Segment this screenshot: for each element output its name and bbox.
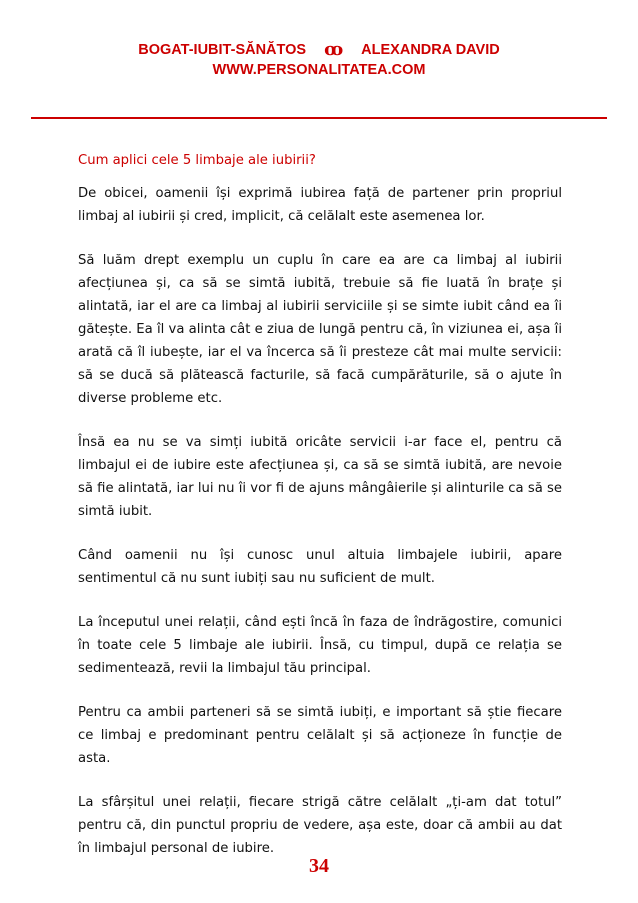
header-website[interactable]: WWW.PERSONALITATEA.COM: [212, 62, 426, 78]
ornament-icon: ꝏ: [324, 39, 344, 60]
header-left-text: BOGAT-IUBIT-SĂNĂTOS: [138, 42, 307, 58]
page-number: 34: [309, 855, 329, 877]
paragraph: Însă ea nu se va simți iubită oricâte servicii i-ar face el, pentru că limbajul ei de iubire este afecțiunea și, ca să se simtă iubită, are nevoie să fie alintată, iar lui nu îi vor fi de ajuns mângâierile și alinturile ca să se simtă iubit.: [78, 435, 562, 519]
header-divider: [31, 117, 607, 119]
paragraph: La sfârșitul unei relații, fiecare strigă către celălalt „ți-am dat totul” pentru că, din punctul propriu de vedere, așa este, doar că ambii au dat în limbajul personal de iubire.: [78, 795, 562, 856]
header-author: ALEXANDRA DAVID: [361, 42, 500, 58]
paragraph: La începutul unei relații, când ești încă în faza de îndrăgostire, comunici în toate cele 5 limbaje ale iubirii. Însă, cu timpul, după ce relația se sedimentează, revii la limbajul tău principal.: [78, 615, 562, 676]
section-heading: Cum aplici cele 5 limbaje ale iubirii?: [78, 153, 316, 168]
page-header: [0, 40, 638, 80]
paragraph: De obicei, oamenii își exprimă iubirea față de partener prin propriul limbaj al iubirii și cred, implicit, că celălalt este asemenea lor.: [78, 186, 562, 224]
paragraph: Când oamenii nu își cunosc unul altuia limbajele iubirii, apare sentimentul că nu sunt iubiți sau nu suficient de mult.: [78, 548, 562, 586]
header-title-line: [0, 40, 638, 60]
page-content: [78, 149, 562, 881]
paragraph: Să luăm drept exemplu un cuplu în care ea are ca limbaj al iubirii afecțiunea și, ca să se simtă iubită, trebuie să fie luată în brațe și alintată, iar el are ca limbaj al iubirii serviciile și se simte iubit când ea îi gătește. Ea îl va alinta cât e ziua de lungă pentru că, în viziunea ei, așa îi arată că îl iubește, iar el va încerca să îi presteze cât mai multe servicii: să se ducă să plătească facturile, să facă cumpărăturile, să o ajute în diverse probleme etc.: [78, 253, 562, 406]
paragraph: Pentru ca ambii parteneri să se simtă iubiți, e important să știe fiecare ce limbaj e predominant pentru celălalt și să acționeze în funcție de asta.: [78, 705, 562, 766]
